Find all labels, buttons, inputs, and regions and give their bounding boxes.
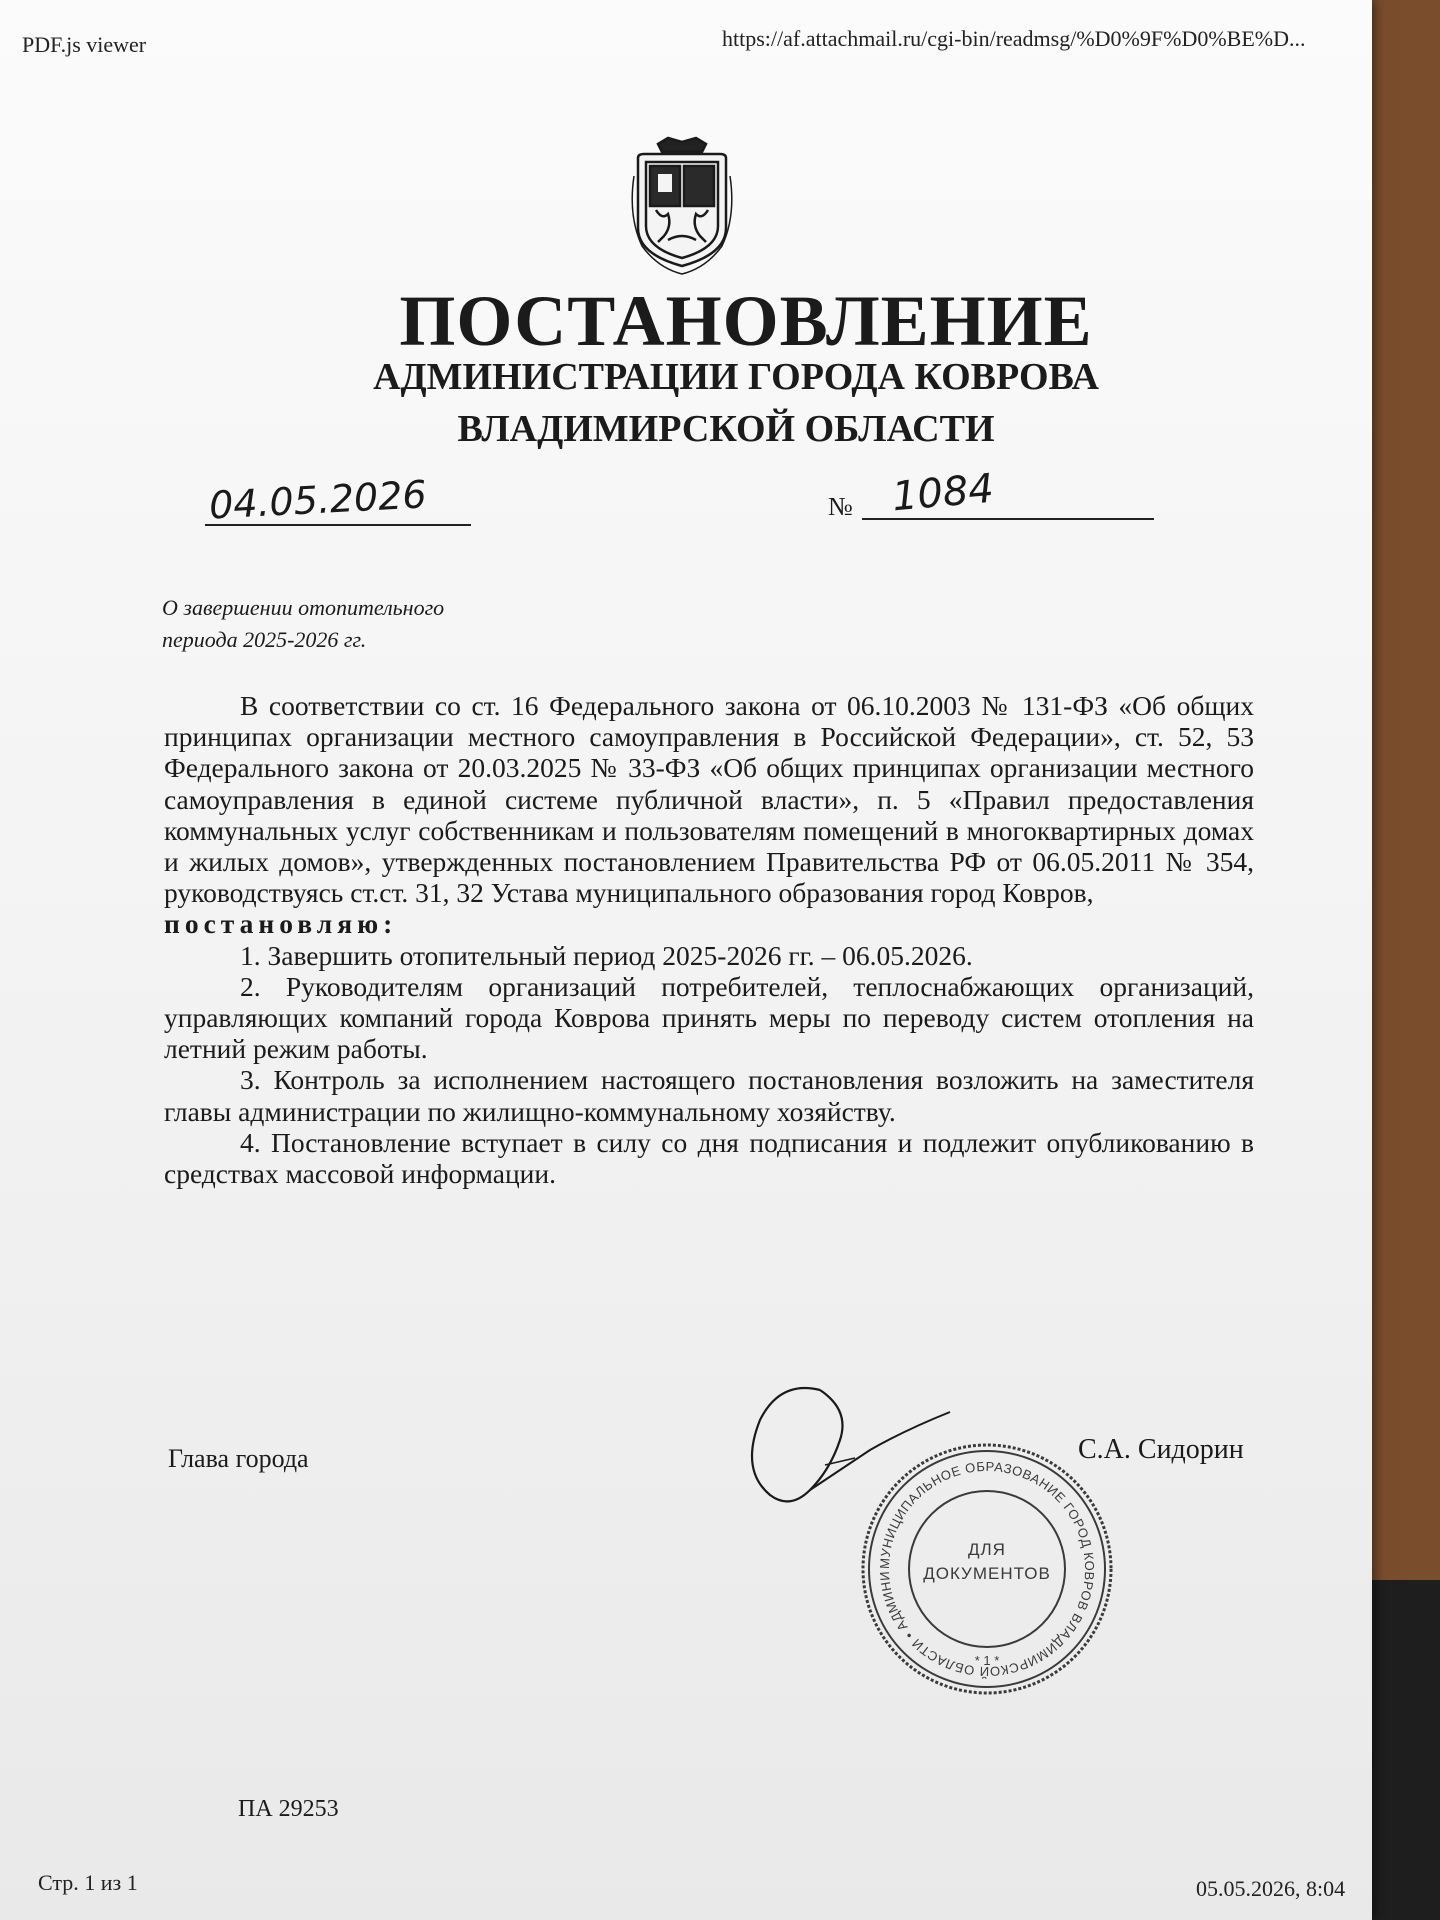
viewer-app-title: PDF.js viewer bbox=[22, 32, 147, 57]
document-title: ПОСТАНОВЛЕНИЕ bbox=[399, 281, 1093, 361]
registration-code: ПА 29253 bbox=[238, 1796, 339, 1822]
print-timestamp: 05.05.2026, 8:04 bbox=[1196, 1876, 1346, 1901]
dark-background-corner bbox=[1370, 1580, 1440, 1920]
signatory-title: Глава города bbox=[168, 1444, 309, 1473]
stamp-bottom-mark: * 1 * bbox=[974, 1653, 1000, 1668]
decree-item-2: 2. Руководителям организаций потребителей, теплоснабжающих организаций, управляющих компаний города Коврова принять меры по переводу систем отопления на летний режим работы. bbox=[164, 970, 1254, 1065]
decree-item-4: 4. Постановление вступает в силу со дня подписания и подлежит опубликованию в средствах массовой информации. bbox=[164, 1126, 1254, 1190]
decree-item-3: 3. Контроль за исполнением настоящего постановления возложить на заместителя главы администрации по жилищно-коммунальному хозяйству. bbox=[164, 1064, 1254, 1127]
signatory-name: С.А. Сидорин bbox=[1078, 1434, 1244, 1465]
decree-word: постановляю: bbox=[164, 908, 398, 940]
date-field bbox=[205, 472, 471, 528]
handwritten-number: 1084 bbox=[890, 465, 996, 521]
subject-line1: О завершении отопительного bbox=[162, 595, 445, 620]
page-indicator: Стр. 1 из 1 bbox=[38, 1870, 138, 1895]
official-stamp bbox=[858, 1440, 1116, 1698]
decree-item-1: 1. Завершить отопительный период 2025-2026 гг. – 06.05.2026. bbox=[240, 939, 973, 971]
document-body bbox=[164, 690, 1254, 1189]
number-field bbox=[862, 465, 1154, 521]
document-subtitle-line2: ВЛАДИМИРСКОЙ ОБЛАСТИ bbox=[457, 408, 995, 450]
stamp-center-line1: ДЛЯ bbox=[968, 1540, 1006, 1559]
document-subtitle-line1: АДМИНИСТРАЦИИ ГОРОДА КОВРОВА bbox=[373, 356, 1099, 398]
viewer-url: https://af.attachmail.ru/cgi-bin/readmsg/%D0%9F%D0%BE%D... bbox=[722, 26, 1306, 51]
handwritten-date: 04.05.2026 bbox=[207, 472, 428, 528]
subject-line2: периода 2025-2026 гг. bbox=[162, 627, 367, 652]
document-subject bbox=[162, 592, 444, 656]
stamp-center-line2: ДОКУМЕНТОВ bbox=[923, 1564, 1051, 1583]
number-label: № bbox=[828, 492, 853, 521]
decree-paragraph bbox=[164, 908, 1254, 939]
preamble-paragraph: В соответствии со ст. 16 Федерального закона от 06.10.2003 № 131-ФЗ «Об общих принципах организации местного самоуправления в Российской Федерации», ст. 52, 53 Федерального закона от 20.03.2025 № 33-ФЗ «Об общих принципах организации местного самоуправления в единой системе публичной власти», п. 5 «Правил предоставления коммунальных услуг собственникам и пользователям помещений в многоквартирных домах и жилых домов», утвержденных постановлением Правительства РФ от 06.05.2011 № 354, руководствуясь ст.ст. 31, 32 Устава муниципального образования город Ковров, bbox=[164, 690, 1254, 909]
stamp-ring-text: МУНИЦИПАЛЬНОЕ ОБРАЗОВАНИЕ ГОРОД КОВРОВ ВЛАДИМИРСКОЙ ОБЛАСТИ • АДМИНИ bbox=[876, 1458, 1098, 1680]
city-coat-of-arms-icon bbox=[628, 136, 736, 276]
